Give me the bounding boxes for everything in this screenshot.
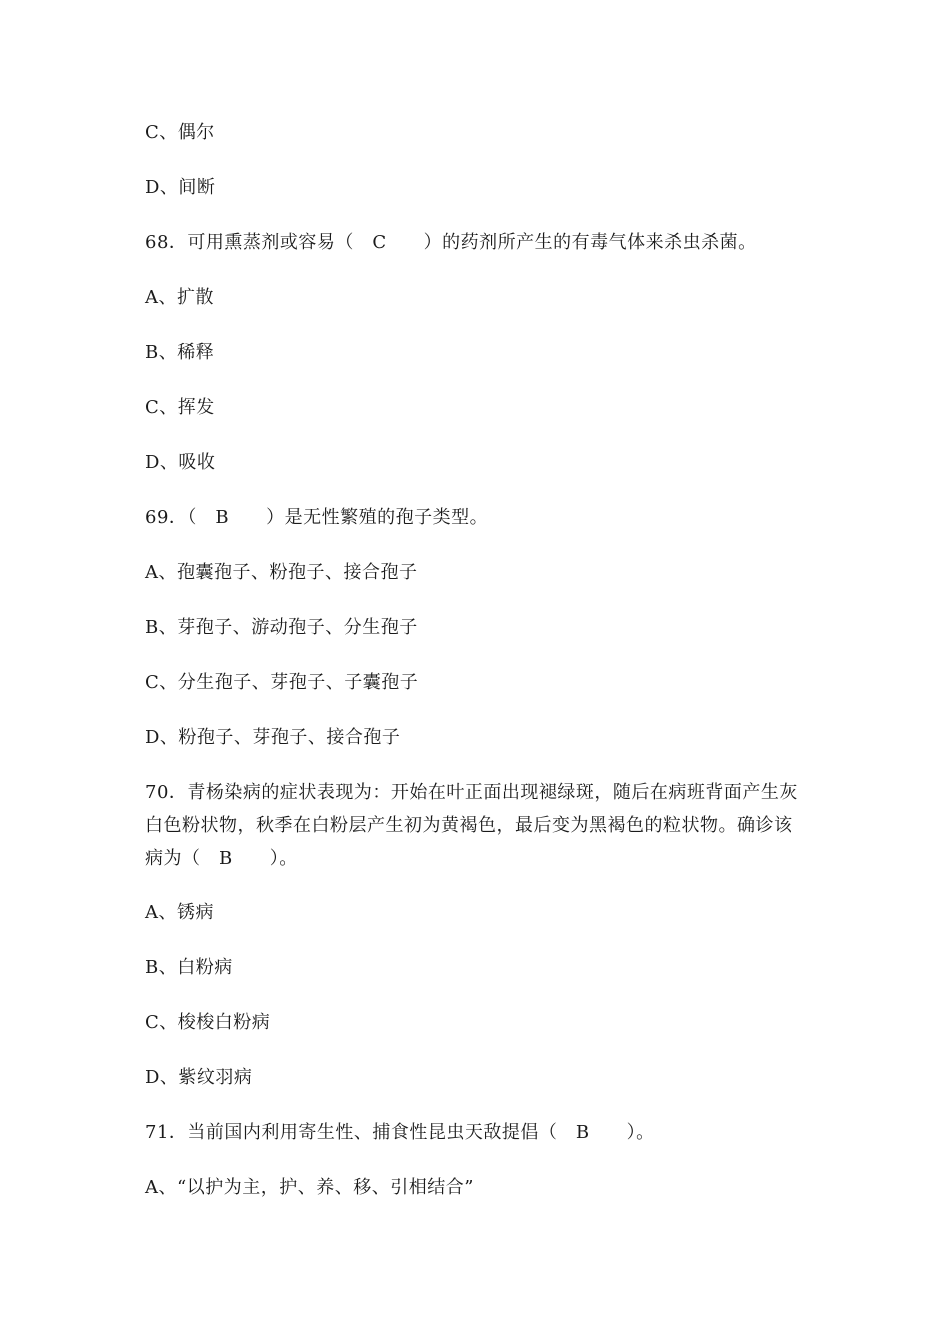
q68-option-a: A、扩散	[145, 287, 214, 308]
q69-option-b: B、芽孢子、游动孢子、分生孢子	[145, 617, 418, 638]
q68-option-d: D、吸收	[145, 452, 216, 473]
question-70	[145, 776, 825, 875]
question-69: 69．（ B ）是无性繁殖的孢子类型。	[145, 507, 489, 528]
question-68: 68．可用熏蒸剂或容易（ C ）的药剂所产生的有毒气体来杀虫杀菌。	[145, 232, 757, 253]
question-71: 71．当前国内利用寄生性、捕食性昆虫天敌提倡（ B ）。	[145, 1122, 655, 1143]
q69-option-a: A、孢囊孢子、粉孢子、接合孢子	[145, 562, 418, 583]
q69-option-c: C、分生孢子、芽孢子、子囊孢子	[145, 672, 419, 693]
option-c-occasional: C、偶尔	[145, 122, 215, 143]
question-70-line-3: 病为（ B ）。	[145, 848, 298, 869]
q70-option-c: C、梭梭白粉病	[145, 1012, 271, 1033]
q71-option-a: A、“以护为主，护、养、移、引相结合”	[145, 1177, 474, 1198]
option-d-intermittent: D、间断	[145, 177, 216, 198]
q68-option-c: C、挥发	[145, 397, 215, 418]
q70-option-b: B、白粉病	[145, 957, 233, 978]
q70-option-a: A、锈病	[145, 902, 214, 923]
q69-option-d: D、粉孢子、芽孢子、接合孢子	[145, 727, 401, 748]
q68-option-b: B、稀释	[145, 342, 215, 363]
question-70-line-1: 70．青杨染病的症状表现为：开始在叶正面出现褪绿斑，随后在病班背面产生灰	[145, 782, 798, 803]
q70-option-d: D、紫纹羽病	[145, 1067, 253, 1088]
question-70-line-2: 白色粉状物，秋季在白粉层产生初为黄褐色，最后变为黑褐色的粒状物。确诊该	[145, 815, 793, 836]
